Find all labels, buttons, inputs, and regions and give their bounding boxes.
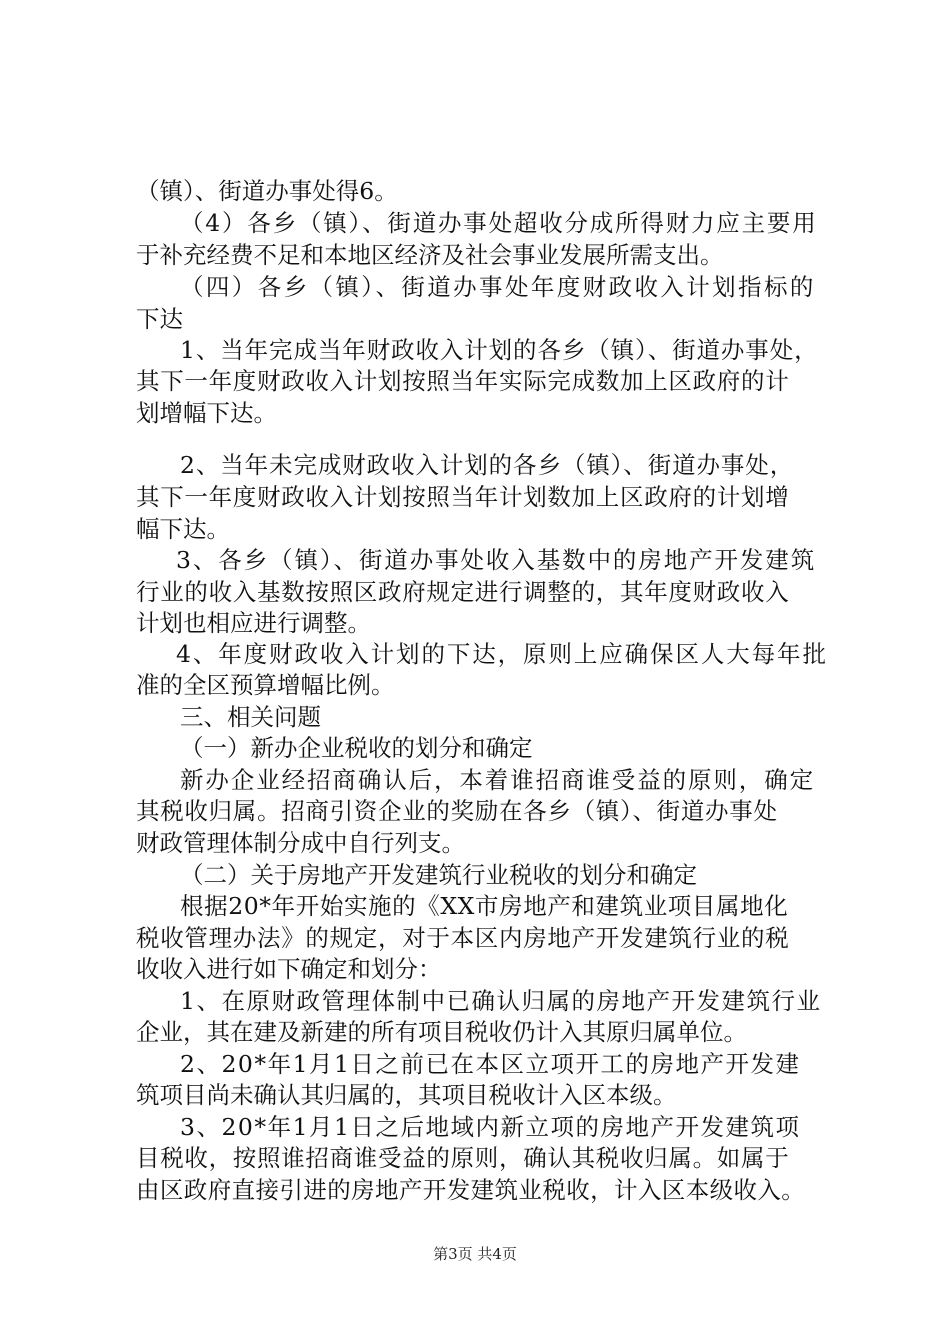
text-line: 其下一年度财政收入计划按照当年计划数加上区政府的计划增: [136, 483, 790, 511]
text-line: 3、各乡（镇）、街道办事处收入基数中的房地产开发建筑: [176, 546, 817, 574]
text-line: （四）各乡（镇）、街道办事处年度财政收入计划指标的: [180, 273, 816, 301]
text-line: 根据20*年开始实施的《XX市房地产和建筑业项目属地化: [180, 892, 789, 920]
subsection-heading: （二）关于房地产开发建筑行业税收的划分和确定: [180, 861, 697, 889]
text-line: 由区政府直接引进的房地产开发建筑业税收，计入区本级收入。: [136, 1176, 806, 1204]
text-line: 新办企业经招商确认后，本着谁招商谁受益的原则，确定: [180, 766, 815, 794]
text-line: 企业，其在建及新建的所有项目税收仍计入其原归属单位。: [136, 1018, 747, 1046]
text-line: 于补充经费不足和本地区经济及社会事业发展所需支出。: [136, 241, 724, 269]
text-line: （4）各乡（镇）、街道办事处超收分成所得财力应主要用: [180, 209, 818, 237]
text-line: 1、在原财政管理体制中已确认归属的房地产开发建筑行业: [180, 987, 822, 1015]
text-line: 收收入进行如下确定和划分：: [136, 955, 442, 983]
text-line: 2、当年未完成财政收入计划的各乡（镇）、街道办事处，: [180, 451, 795, 479]
text-line: 3、20*年1月1日之后地域内新立项的房地产开发建筑项: [180, 1113, 801, 1141]
text-line: 筑项目尚未确认其归属的，其项目税收计入区本级。: [136, 1081, 677, 1109]
text-line: 其下一年度财政收入计划按照当年实际完成数加上区政府的计: [136, 367, 790, 395]
text-line: 2、20*年1月1日之前已在本区立项开工的房地产开发建: [180, 1050, 801, 1078]
text-line: 目税收，按照谁招商谁受益的原则，确认其税收归属。如属于: [136, 1144, 790, 1172]
section-heading: 三、相关问题: [180, 703, 321, 731]
text-line: 税收管理办法》的规定，对于本区内房地产开发建筑行业的税: [136, 924, 790, 952]
text-line: （镇）、街道办事处得6。: [136, 177, 398, 205]
subsection-heading: （一）新办企业税收的划分和确定: [180, 734, 533, 762]
text-line: 计划也相应进行调整。: [136, 609, 371, 637]
text-line: 4、年度财政收入计划的下达，原则上应确保区人大每年批: [176, 640, 828, 668]
text-line: 行业的收入基数按照区政府规定进行调整的，其年度财政收入: [136, 578, 790, 606]
text-line: 准的全区预算增幅比例。: [136, 671, 395, 699]
text-line: 1、当年完成当年财政收入计划的各乡（镇）、街道办事处，: [180, 336, 819, 364]
page-number-footer: 第3页 共4页: [433, 1245, 517, 1263]
text-line: 下达: [136, 305, 183, 333]
text-line: 划增幅下达。: [136, 399, 277, 427]
text-line: 幅下达。: [136, 515, 230, 543]
text-line: 其税收归属。招商引资企业的奖励在各乡（镇）、街道办事处: [136, 797, 778, 825]
text-line: 财政管理体制分成中自行列支。: [136, 829, 465, 857]
